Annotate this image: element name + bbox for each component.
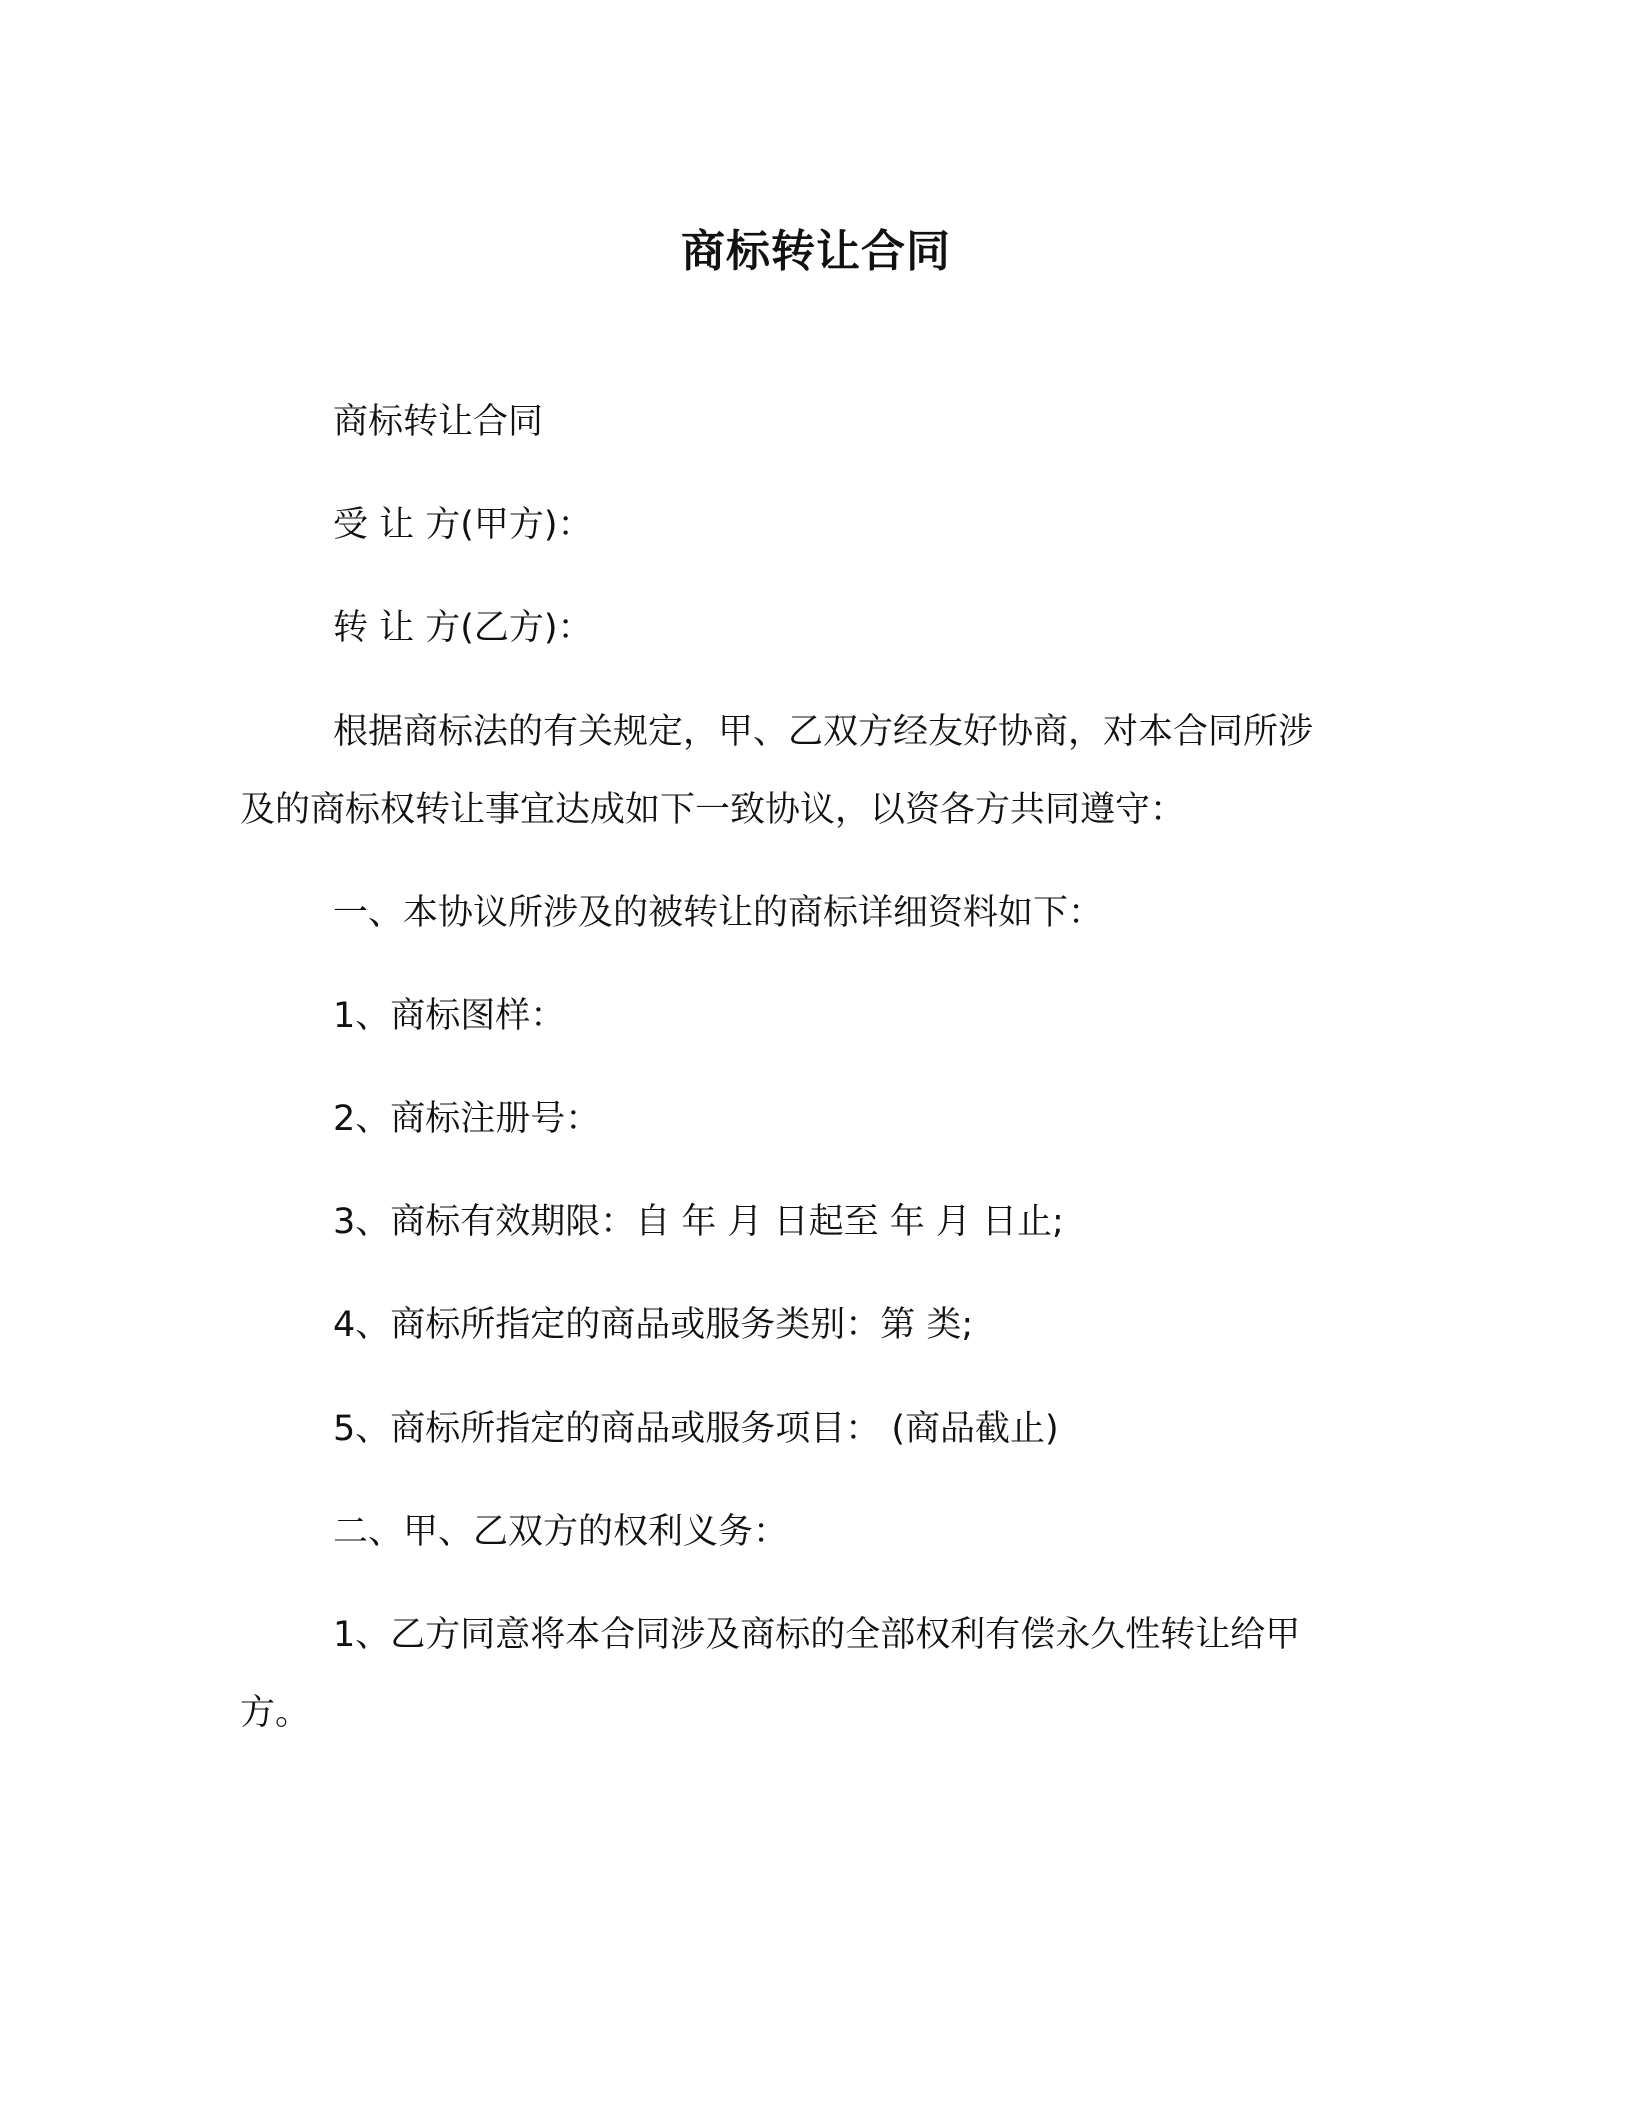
list-item-registration-number: 2、商标注册号： [333,1099,601,1139]
section-two-heading: 二、甲、乙双方的权利义务： [333,1512,789,1552]
paragraph-assignor: 转 让 方(乙方)： [333,608,593,648]
clause-transfer-line-1: 1、乙方同意将本合同涉及商标的全部权利有偿永久性转让给甲 [333,1615,1301,1655]
clause-transfer-line-2: 方。 [240,1693,311,1733]
paragraph-preamble-line-2: 及的商标权转让事宜达成如下一致协议，以资各方共同遵守： [240,790,1186,830]
list-item-class: 4、商标所指定的商品或服务类别：第 类; [333,1305,974,1345]
list-item-validity-period: 3、商标有效期限：自 年 月 日起至 年 月 日止; [333,1202,1064,1242]
paragraph-assignee: 受 让 方(甲方)： [333,505,593,545]
list-item-trademark-design: 1、商标图样： [333,996,566,1036]
paragraph-preamble-line-1: 根据商标法的有关规定，甲、乙双方经友好协商，对本合同所涉 [333,712,1314,752]
list-item-goods-services: 5、商标所指定的商品或服务项目： (商品截止) [333,1409,1059,1449]
document-title: 商标转让合同 [681,226,951,277]
paragraph-heading: 商标转让合同 [333,402,544,442]
section-one-heading: 一、本协议所涉及的被转让的商标详细资料如下： [333,893,1104,933]
